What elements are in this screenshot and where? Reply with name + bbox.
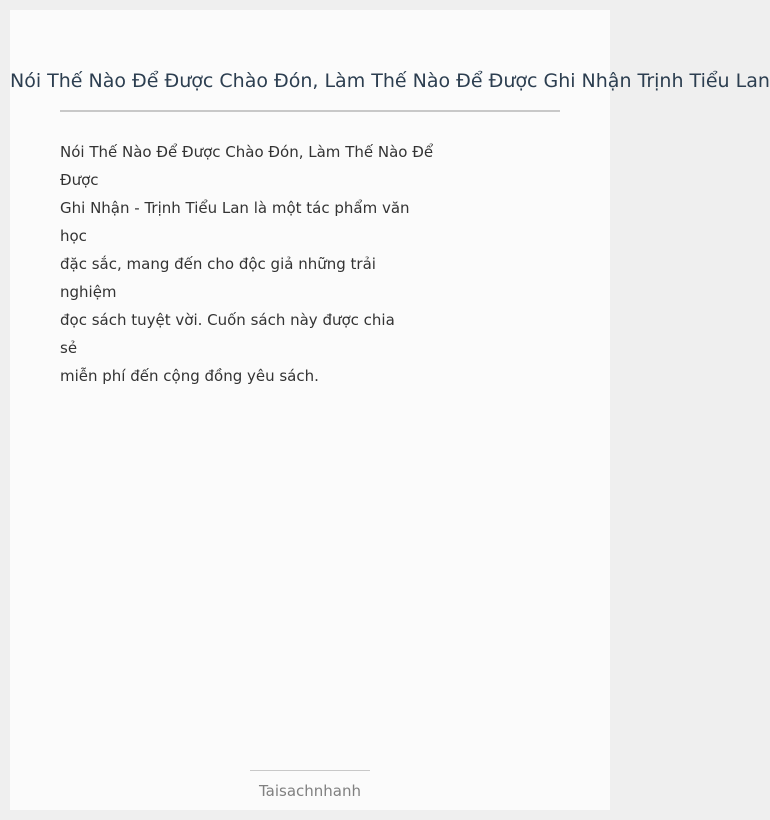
body-line: đọc sách tuyệt vời. Cuốn sách này được chia: [60, 311, 395, 329]
title-divider: [60, 110, 560, 112]
footer-divider: [250, 770, 370, 771]
body-line: nghiệm: [60, 283, 117, 301]
body-line: sẻ: [60, 339, 78, 357]
body-line: đặc sắc, mang đến cho độc giả những trải: [60, 255, 376, 273]
body-line: học: [60, 227, 87, 245]
body-line: Nói Thế Nào Để Được Chào Đón, Làm Thế Nào Để: [60, 143, 434, 161]
document-page: [10, 10, 770, 810]
body-line: Được: [60, 171, 99, 189]
body-line: miễn phí đến cộng đồng yêu sách.: [60, 367, 319, 385]
document-body: [60, 138, 434, 390]
document-title: Nói Thế Nào Để Được Chào Đón, Làm Thế Nào Để Được Ghi Nhận Trịnh Tiểu Lan: [10, 70, 770, 92]
footer-brand: Taisachnhanh: [258, 782, 362, 800]
body-line: Ghi Nhận - Trịnh Tiểu Lan là một tác phẩm văn: [60, 199, 410, 217]
